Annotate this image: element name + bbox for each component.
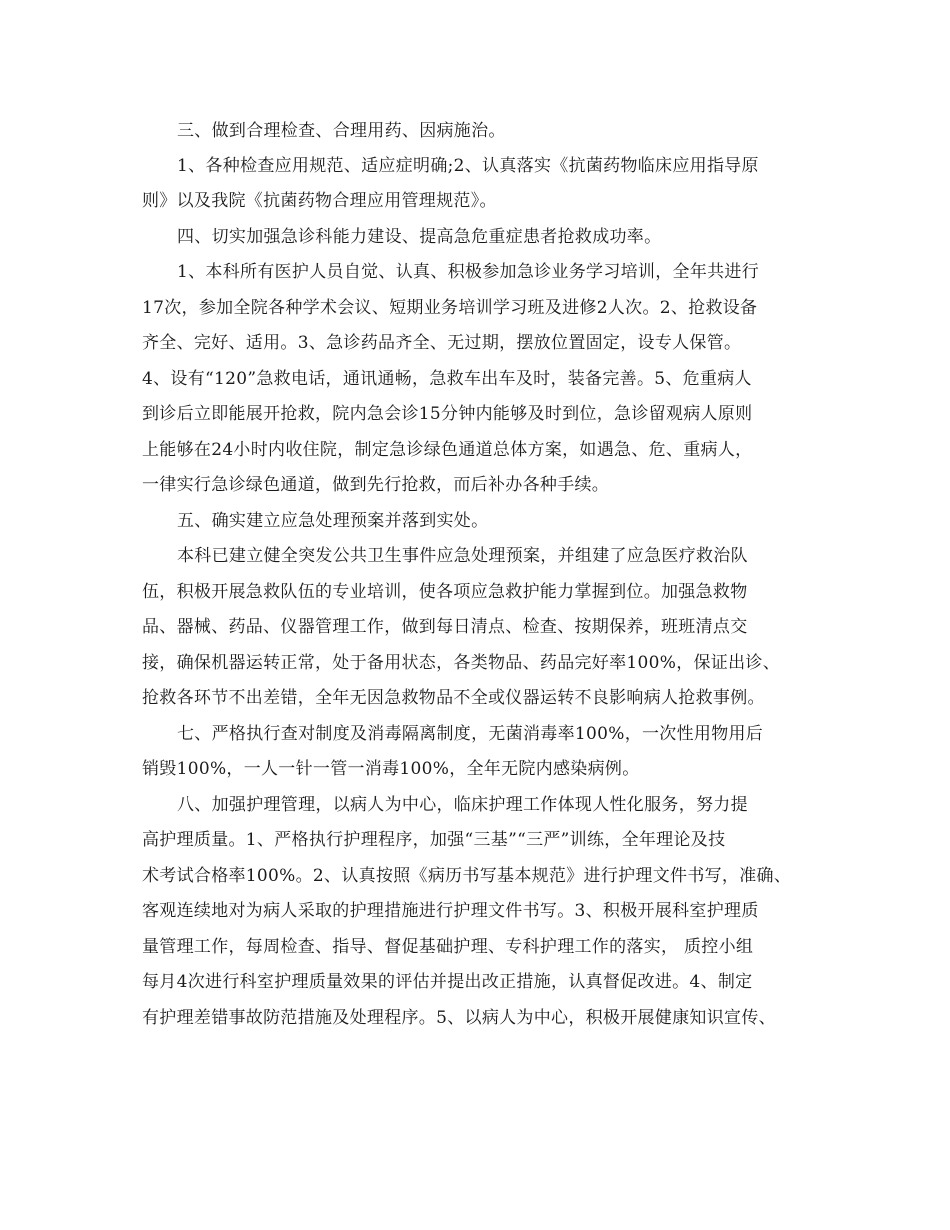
paragraph-line: 17次，参加全院各种学术会议、短期业务培训学习班及进修2人次。2、抢救设备 — [142, 298, 758, 318]
paragraph-line: 到诊后立即能展开抢救，院内急会诊15分钟内能够及时到位，急诊留观病人原则 — [142, 404, 753, 424]
paragraph-line: 高护理质量。1、严格执行护理程序，加强“三基”“三严”训练，全年理论及技 — [142, 830, 726, 850]
paragraph-line: 每月4次进行科室护理质量效果的评估并提出改正措施，认真督促改进。4、制定 — [142, 972, 753, 992]
paragraph-line: 客观连续地对为病人采取的护理措施进行护理文件书写。3、积极开展科室护理质 — [142, 901, 759, 921]
heading-section-4: 四、切实加强急诊科能力建设、提高急危重症患者抢救成功率。 — [177, 227, 662, 247]
paragraph-line: 1、本科所有医护人员自觉、认真、积极参加急诊业务学习培训，全年共进行 — [177, 262, 760, 282]
paragraph-line: 齐全、完好、适用。3、急诊药品齐全、无过期，摆放位置固定，设专人保管。 — [142, 333, 742, 353]
paragraph-line: 接，确保机器运转正常，处于备用状态，各类物品、药品完好率100%，保证出诊、 — [142, 653, 780, 673]
paragraph-line: 抢救各环节不出差错，全年无因急救物品不全或仪器运转不良影响病人抢救事例。 — [142, 688, 765, 708]
paragraph-line: 本科已建立健全突发公共卫生事件应急处理预案，并组建了应急医疗救治队 — [177, 546, 748, 566]
paragraph-line: 术考试合格率100%。2、认真按照《病历书写基本规范》进行护理文件书写，准确、 — [142, 866, 792, 886]
paragraph-line: 上能够在24小时内收住院，制定急诊绿色通道总体方案，如遇急、危、重病人， — [142, 440, 753, 460]
heading-section-5: 五、确实建立应急处理预案并落到实处。 — [177, 511, 489, 531]
paragraph-line: 一律实行急诊绿色通道，做到先行抢救，而后补办各种手续。 — [142, 475, 610, 495]
paragraph-line: 4、设有“120”急救电话，通讯通畅，急救车出车及时，装备完善。5、危重病人 — [142, 369, 752, 389]
paragraph-line: 伍，积极开展急救队伍的专业培训，使各项应急救护能力掌握到位。加强急救物 — [142, 582, 748, 602]
heading-section-8: 八、加强护理管理，以病人为中心，临床护理工作体现人性化服务，努力提 — [177, 795, 748, 815]
paragraph-line: 有护理差错事故防范措施及处理程序。5、以病人为中心，积极开展健康知识宣传、 — [142, 1008, 776, 1028]
paragraph-line: 1、各种检查应用规范、适应症明确;2、认真落实《抗菌药物临床应用指导原 — [177, 156, 759, 176]
heading-section-7: 七、严格执行查对制度及消毒隔离制度，无菌消毒率100%，一次性用物用后 — [177, 724, 764, 744]
paragraph-line: 则》以及我院《抗菌药物合理应用管理规范》。 — [142, 191, 497, 211]
paragraph-line: 销毁100%，一人一针一管一消毒100%，全年无院内感染病例。 — [142, 759, 640, 779]
paragraph-line: 品、器械、药品、仪器管理工作，做到每日清点、检查、按期保养，班班清点交 — [142, 617, 748, 637]
heading-section-3: 三、做到合理检查、合理用药、因病施治。 — [177, 121, 506, 141]
paragraph-line: 量管理工作，每周检查、指导、督促基础护理、专科护理工作的落实， 质控小组 — [142, 937, 754, 957]
